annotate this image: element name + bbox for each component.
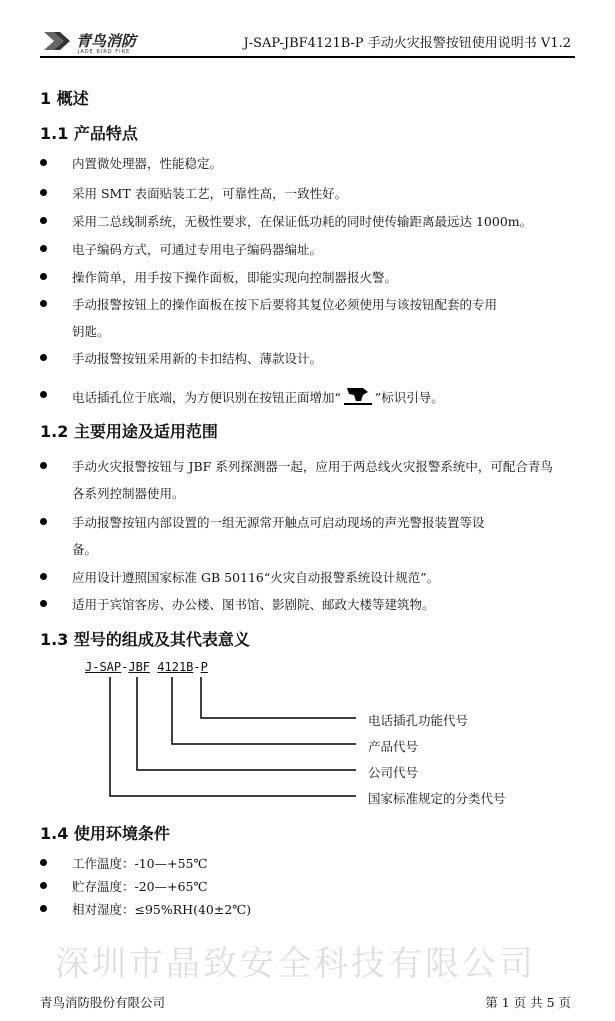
model-label: 电话插孔功能代号 bbox=[368, 713, 469, 728]
heading-overview: 1 概述 bbox=[40, 89, 89, 108]
model-code: J-SAP-JBF 4121B-P bbox=[85, 660, 208, 674]
document-page: 青鸟消防 JADE BIRD FIRE J-SAP-JBF4121B-P 手动火灾报警按钮使用说明书 V1.2 1 概述 1.1 产品特点 内置微处理器，性能稳定。 采用 SMT 表面贴装工艺，可靠性高，一致性好。 采用二总线制系统，无极性要求，在保证低功耗的同时使传输距离最远达 1000m。 电子编码方式，可通过专用电子编码器编址。 操作简单，用手按下操作面板，即能实现向控制器报火警。 手动报警按钮上的操作面板在按下后要将其复位必须使用与该按钮配套的专用 钥匙。 手动报警按钮采用新的卡扣结构、薄款设计。 电话插孔位于底端，为方便识别在按钮正面增加“ ”标识引导。 1.2 主要用途及适用范围 手动火灾报警按钮与 JBF 系列探测器一起，应用于两总线火灾报警系统中，可配合青鸟 各系列控制器使用。 手动报警按钮内部设置的一组无源常开触点可启动现场的声光警报装置等设 备。 应用设计遵照国家标准 GB 50116“火灾自动报警系统设计规范”。 适用于宾馆客房、办公楼、图书馆、影剧院、邮政大楼等建筑物。 1.3 型号的组成及其代表意义 J-SAP-JBF 4121B-P 电话插孔功能代号 产品代号 公司代号 国家标准规定的分类代号 1.4 使用环境条件 工作温度：-10—+55℃ 贮存温度：-20—+65℃ 相对湿度：≤95%RH(40±2℃) 深圳市晶致安全科技有限公司 青鸟消防股份有限公司 第 1 页 共 5 页 bbox=[0, 0, 615, 1021]
document-title: J-SAP-JBF4121B-P 手动火灾报警按钮使用说明书 V1.2 bbox=[243, 36, 571, 51]
heading-environment: 1.4 使用环境条件 bbox=[40, 824, 170, 843]
heading-model: 1.3 型号的组成及其代表意义 bbox=[40, 630, 250, 649]
logo-subtext: JADE BIRD FIRE bbox=[78, 49, 131, 55]
logo-text: 青鸟消防 bbox=[76, 32, 137, 50]
heading-features: 1.1 产品特点 bbox=[40, 124, 138, 143]
heading-usage: 1.2 主要用途及适用范围 bbox=[40, 422, 218, 441]
model-label: 国家标准规定的分类代号 bbox=[368, 791, 506, 806]
footer-company: 青鸟消防股份有限公司 bbox=[40, 995, 166, 1010]
model-label: 产品代号 bbox=[368, 739, 419, 754]
model-label: 公司代号 bbox=[368, 765, 419, 780]
footer-page-number: 第 1 页 共 5 页 bbox=[485, 995, 571, 1010]
watermark: 深圳市晶致安全科技有限公司 bbox=[55, 944, 536, 984]
